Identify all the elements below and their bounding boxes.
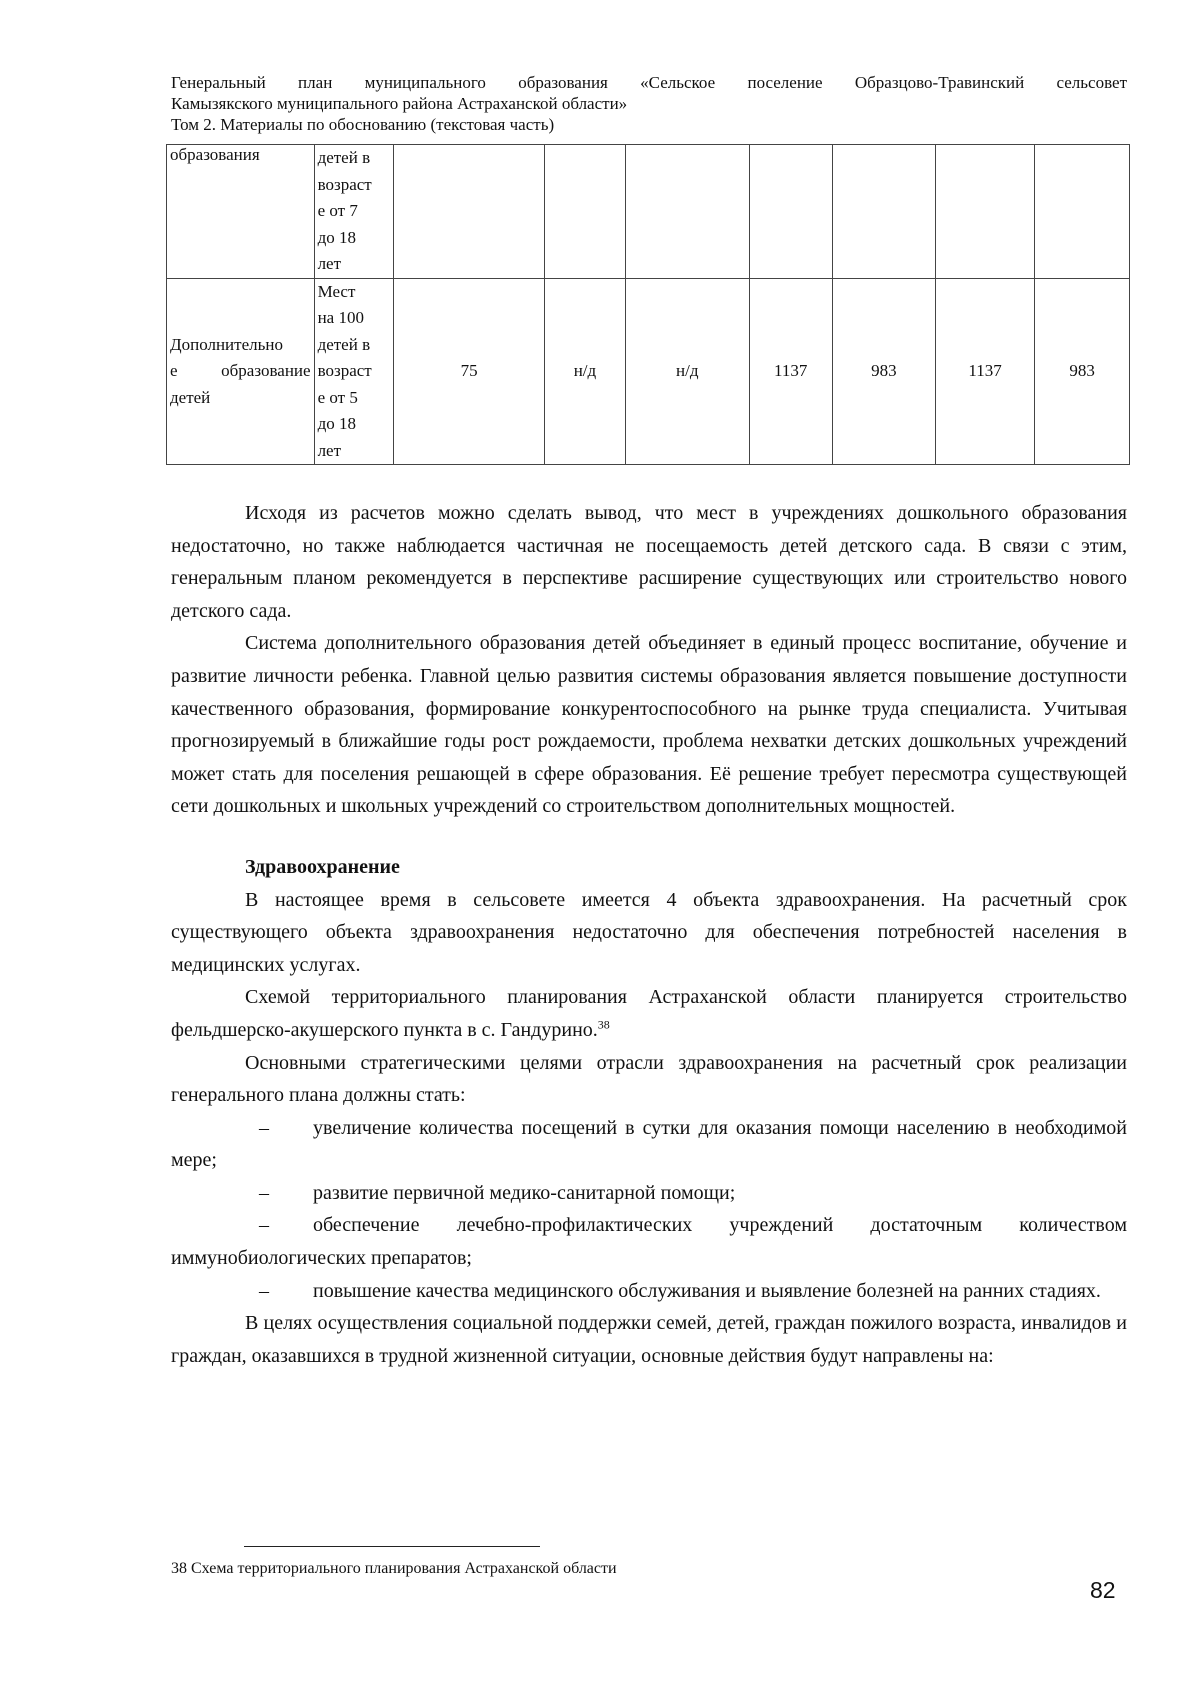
list-dash: – bbox=[259, 1116, 269, 1139]
list-item bbox=[171, 1112, 1127, 1177]
table-cell bbox=[314, 278, 394, 465]
paragraph: Основными стратегическими целями отрасли здравоохранения на расчетный срок реализации генерального плана должны стать: bbox=[171, 1051, 1127, 1107]
list-dash: – bbox=[259, 1279, 269, 1302]
list-item-text: увеличение количества посещений в сутки для оказания помощи населению в необходимой мере; bbox=[171, 1116, 1127, 1172]
table-cell bbox=[167, 145, 315, 279]
paragraph: В настоящее время в сельсовете имеется 4 объекта здравоохранения. На расчетный срок существующего объекта здравоохранения недостаточно для обеспечения потребностей населения в медицинских услугах. bbox=[171, 888, 1127, 976]
list-dash: – bbox=[259, 1214, 269, 1237]
table-cell: н/д bbox=[545, 278, 626, 465]
header-line-3: Том 2. Материалы по обоснованию (текстовая часть) bbox=[171, 115, 555, 134]
footnote: 38 Схема территориального планирования Астраханской области bbox=[171, 1560, 617, 1577]
cell-line: до 18 bbox=[317, 227, 356, 247]
table-cell: 983 bbox=[832, 278, 935, 465]
cell-line: на 100 bbox=[317, 308, 364, 327]
cell-line: Мест bbox=[317, 281, 356, 301]
table-cell bbox=[625, 145, 749, 279]
table-cell: 1137 bbox=[936, 278, 1035, 465]
table-row bbox=[167, 278, 1130, 465]
table-cell bbox=[394, 145, 545, 279]
body-text bbox=[171, 497, 1127, 1372]
paragraph: В целях осуществления социальной поддержки семей, детей, граждан пожилого возраста, инвалидов и граждан, оказавшихся в трудной жизненной ситуации, основные действия будут направлены на: bbox=[171, 1312, 1127, 1367]
list-item bbox=[171, 1275, 1127, 1308]
paragraph: Исходя из расчетов можно сделать вывод, что мест в учреждениях дошкольного образования недостаточно, но также наблюдается частичная не посещаемость детей детского сада. В связи с этим, генеральным планом рекомендуется в перспективе расширение существующих или строительство нового детского сада. bbox=[171, 502, 1127, 622]
table-cell: н/д bbox=[625, 278, 749, 465]
section-heading: Здравоохранение bbox=[245, 855, 400, 878]
cell-line: возраст bbox=[317, 174, 372, 194]
table-cell bbox=[545, 145, 626, 279]
cell-line: детей bbox=[170, 387, 211, 407]
cell-line: лет bbox=[317, 254, 342, 273]
cell-line: е от 7 bbox=[317, 201, 358, 220]
cell-line: лет bbox=[317, 440, 342, 460]
cell-line: детей в bbox=[317, 334, 371, 354]
table-cell bbox=[832, 145, 935, 279]
cell-line: возраст bbox=[317, 361, 372, 380]
table-cell: 75 bbox=[394, 278, 545, 465]
paragraph bbox=[171, 981, 1127, 1046]
table-cell bbox=[936, 145, 1035, 279]
table-cell bbox=[1035, 145, 1130, 279]
header-line-2: Камызякского муниципального района Астраханской области» bbox=[171, 94, 628, 113]
table-cell bbox=[749, 145, 832, 279]
header-line-1: Генеральный план муниципального образования «Сельское поселение Образцово-Травинский сельсовет bbox=[171, 73, 1127, 92]
cell-line: детей в bbox=[317, 148, 371, 167]
paragraph: Система дополнительного образования детей объединяет в единый процесс воспитание, обучение и развитие личности ребенка. Главной целью развития системы образования является повышение доступности качественного образования, формирование конкурентоспособного на рынке труда специалиста. Учитывая прогнозируемый в ближайшие годы рост рождаемости, проблема нехватки детских дошкольных учреждений может стать для поселения решающей в сфере образования. Её решение требует пересмотра существующей сети дошкольных и школьных учреждений со строительством дополнительных мощностей. bbox=[171, 632, 1127, 818]
cell-line: е образование bbox=[170, 361, 311, 380]
list-item-text: обеспечение лечебно-профилактических учреждений достаточным количеством иммунобиологических препаратов; bbox=[171, 1214, 1127, 1270]
footnote-ref: 38 bbox=[597, 1017, 610, 1032]
table-row bbox=[167, 145, 1130, 279]
cell-line: Дополнительно bbox=[170, 334, 283, 354]
table-cell: 983 bbox=[1035, 278, 1130, 465]
table-cell bbox=[314, 145, 394, 279]
list-item bbox=[171, 1209, 1127, 1274]
page-header bbox=[171, 72, 1127, 135]
paragraph-text: Схемой территориального планирования Астраханской области планируется строительство фельдшерско-акушерского пункта в с. Гандурино. bbox=[171, 986, 1127, 1041]
list-item bbox=[171, 1177, 1127, 1210]
table-cell: 1137 bbox=[749, 278, 832, 465]
cell-line: до 18 bbox=[317, 414, 356, 433]
cell-line: е от 5 bbox=[317, 387, 358, 407]
table-cell bbox=[167, 278, 315, 465]
education-table bbox=[166, 144, 1130, 465]
list-item-text: развитие первичной медико-санитарной помощи; bbox=[313, 1181, 736, 1204]
list-dash: – bbox=[259, 1181, 269, 1204]
cell-text: образования bbox=[170, 145, 260, 164]
page-number: 82 bbox=[1090, 1577, 1116, 1603]
footnote-separator bbox=[244, 1546, 540, 1547]
list-item-text: повышение качества медицинского обслуживания и выявление болезней на ранних стадиях. bbox=[313, 1279, 1101, 1302]
